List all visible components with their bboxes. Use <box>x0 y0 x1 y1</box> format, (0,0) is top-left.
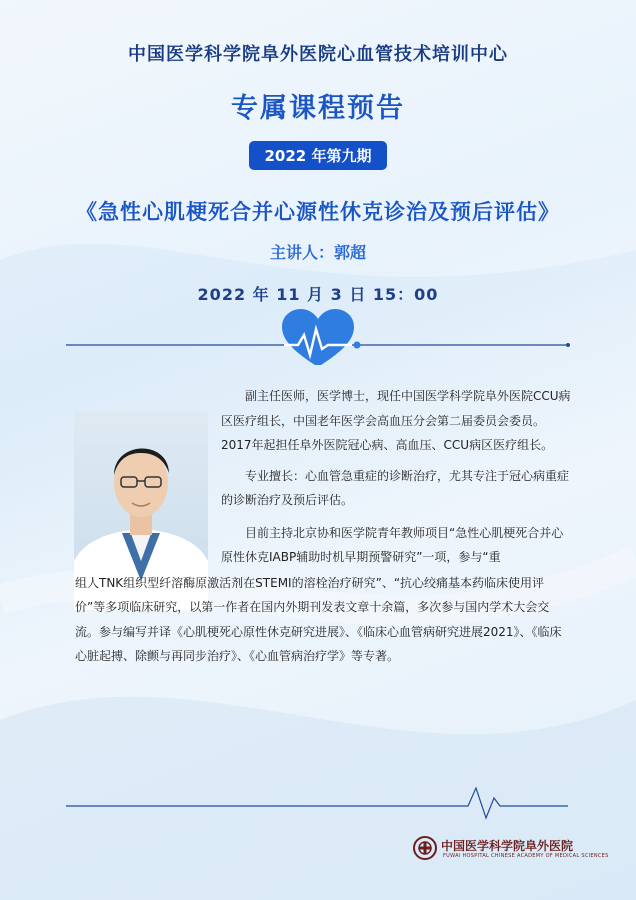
issue-badge-wrap <box>0 141 636 170</box>
heart-pulse-icon <box>282 309 361 365</box>
speaker-bio <box>75 384 571 670</box>
speaker-name: 主讲人：郭超 <box>269 243 366 262</box>
organization-title: 中国医学科学院阜外医院心血管技术培训中心 <box>128 44 508 65</box>
hospital-name: 中国医学科学院阜外医院 <box>441 839 574 853</box>
pulse-divider <box>0 778 636 823</box>
course-datetime: 2022 年 11 月 3 日 15：00 <box>197 285 439 304</box>
course-title: 《急性心肌梗死合并心源性休克诊治及预后评估》 <box>76 200 560 224</box>
heart-divider <box>0 305 636 365</box>
hospital-name-english: FUWAI HOSPITAL CHINESE ACADEMY OF MEDICAL SCIENCES <box>443 853 609 859</box>
hospital-emblem-icon <box>413 836 437 860</box>
bio-paragraph-intro: 副主任医师，医学博士，现任中国医学科学院阜外医院CCU病区医疗组长，中国老年医学会高血压分会第二届委员会委员。2017年起担任阜外医院冠心病、高血压、CCU病区医疗组长。 <box>221 389 571 452</box>
bio-paragraph-research-a: 目前主持北京协和医学院青年教师项目“急性心肌梗死合并心原性休克IABP辅助时机早期预警研究”一项，参与“重 <box>221 525 564 564</box>
page-title: 专属课程预告 <box>231 93 405 124</box>
bio-paragraph-expertise: 专业擅长：心血管急重症的诊断治疗，尤其专注于冠心病重症的诊断治疗及预后评估。 <box>221 468 570 507</box>
hospital-logo <box>413 836 613 862</box>
bio-paragraph-research-b: 组人TNK组织型纤溶酶原激活剂在STEMI的溶栓治疗研究”、“抗心绞痛基本药临床使用评价”等多项临床研究，以第一作者在国内外期刊发表文章十余篇，多次参与国内学术大会交流。参与编写并译《心肌梗死心原性休克研究进展》、《临床心血管病研究进展2021》、《临床心脏起搏、除颤与再同步治疗》、《心血管病治疗学》等专著。 <box>75 575 562 663</box>
issue-badge: 2022 年第九期 <box>249 141 388 170</box>
